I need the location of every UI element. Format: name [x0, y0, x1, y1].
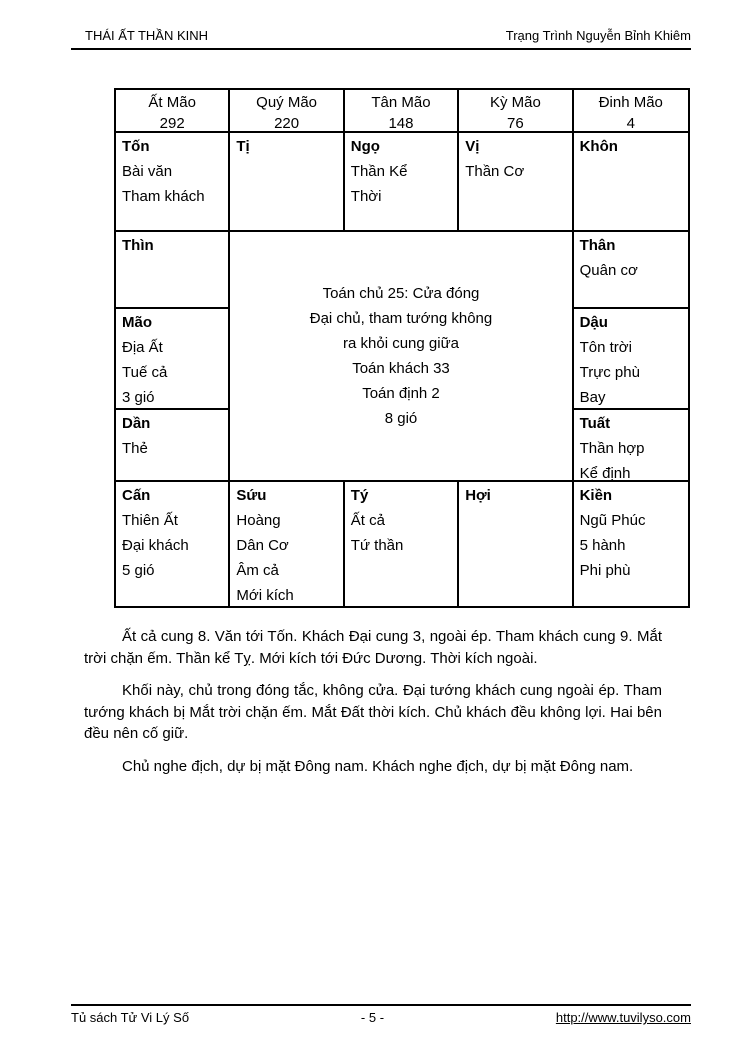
palace-line: Ngũ Phúc	[579, 512, 646, 529]
palace-cell-suu	[230, 482, 344, 606]
summary-line: ra khỏi cung giữa	[343, 335, 459, 352]
page-footer	[71, 1004, 691, 1025]
year-cell-ky-mao	[459, 90, 573, 133]
palace-title: Mão	[122, 314, 152, 331]
palace-title: Dậu	[579, 314, 608, 331]
palace-cell-thin	[116, 232, 230, 309]
palace-title: Khôn	[579, 138, 618, 155]
palace-title: Cấn	[122, 487, 151, 504]
palace-line: Kể định	[579, 465, 631, 482]
palace-cell-ngo	[345, 133, 459, 232]
summary-line: Đại chủ, tham tướng không	[309, 310, 493, 327]
footer-series-title: Tủ sách Tử Vi Lý Số	[71, 1010, 190, 1025]
palace-line: Hoàng	[236, 512, 281, 529]
palace-line: Quân cơ	[579, 262, 638, 279]
footer-url-link[interactable]: http://www.tuvilyso.com	[555, 1010, 691, 1025]
palace-title: Sứu	[236, 487, 267, 504]
body-text	[84, 626, 662, 788]
palace-cell-dan	[116, 410, 230, 482]
palace-title: Tý	[350, 487, 369, 504]
divination-table	[114, 88, 690, 608]
paragraph: Ất cả cung 8. Văn tới Tốn. Khách Đại cung 3, ngoài ép. Tham khách cung 9. Mắt trời chặn ếm. Thần kể Tỵ. Mới kích tới Đức Dương. Thời kích ngoài.	[84, 628, 662, 667]
year-name: Ất Mão	[148, 94, 196, 111]
year-name: Tân Mão	[371, 94, 431, 111]
palace-title: Thìn	[122, 237, 154, 254]
header-book-title: THÁI ẤT THẦN KINH	[85, 28, 209, 43]
year-cell-dinh-mao	[574, 90, 688, 133]
palace-line: Đại khách	[122, 537, 189, 554]
summary-line: Toán khách 33	[352, 360, 450, 377]
palace-cell-ty	[345, 482, 459, 606]
palace-cell-can	[116, 482, 230, 606]
palace-line: Thần Cơ	[465, 163, 525, 180]
palace-line: Tôn trời	[579, 339, 632, 356]
palace-line: Ất cả	[350, 512, 385, 529]
palace-line: 3 gió	[122, 389, 155, 406]
palace-line: Tứ thần	[350, 537, 404, 554]
summary-line: Toán định 2	[362, 385, 440, 402]
palace-cell-vi	[459, 133, 573, 232]
palace-line: Trực phù	[579, 364, 640, 381]
year-value: 76	[507, 115, 524, 132]
year-name: Quý Mão	[256, 94, 318, 111]
palace-title: Ngọ	[350, 138, 380, 155]
year-value: 220	[274, 115, 300, 132]
paragraph: Khối này, chủ trong đóng tắc, không cửa. Đại tướng khách cung ngoài ép. Tham tướng khách bị Mắt trời chặn ếm. Mắt Đất thời kích. Chủ khách đều không lợi. Hai bên đều nên cố giữ.	[84, 682, 662, 742]
year-cell-tan-mao	[345, 90, 459, 133]
palace-line: Thời	[350, 188, 382, 205]
palace-line: Tham khách	[122, 188, 205, 205]
year-value: 148	[388, 115, 414, 132]
palace-title: Kiền	[579, 487, 613, 504]
palace-line: Thần Kể	[350, 163, 408, 180]
palace-cell-hoi	[459, 482, 573, 606]
palace-title: Tị	[236, 138, 250, 155]
palace-line: 5 gió	[122, 562, 155, 579]
palace-line: Thiên Ất	[122, 512, 178, 529]
palace-cell-ti	[230, 133, 344, 232]
footer-page-number: - 5 -	[360, 1010, 385, 1025]
summary-line: 8 gió	[384, 410, 418, 427]
palace-line: Âm cả	[236, 562, 279, 579]
palace-line: Dân Cơ	[236, 537, 289, 554]
palace-title: Thân	[579, 237, 616, 254]
palace-line: Thẻ	[122, 440, 148, 457]
palace-title: Tuất	[579, 415, 611, 432]
palace-line: Phi phù	[579, 562, 631, 579]
year-cell-quy-mao	[230, 90, 344, 133]
year-value: 292	[159, 115, 185, 132]
palace-line: Bài văn	[122, 163, 173, 180]
year-name: Kỳ Mão	[489, 94, 541, 111]
palace-line: Mới kích	[236, 587, 294, 604]
palace-title: Dần	[122, 415, 151, 432]
palace-title: Hợi	[465, 487, 491, 504]
palace-cell-khon	[574, 133, 688, 232]
page-header	[71, 28, 691, 50]
palace-line: 5 hành	[579, 537, 626, 554]
year-cell-at-mao	[116, 90, 230, 133]
palace-title: Vị	[465, 138, 480, 155]
palace-cell-than	[574, 232, 688, 309]
palace-line: Tuế cả	[122, 364, 168, 381]
palace-cell-tuat	[574, 410, 688, 482]
palace-line: Địa Ất	[122, 339, 163, 356]
palace-title: Tốn	[122, 138, 150, 155]
paragraph: Chủ nghe địch, dự bị mặt Đông nam. Khách nghe địch, dự bị mặt Đông nam.	[122, 757, 634, 775]
year-value: 4	[626, 115, 635, 132]
year-name: Đinh Mão	[598, 94, 663, 111]
summary-line: Toán chủ 25: Cửa đóng	[322, 285, 480, 302]
palace-cell-dau	[574, 309, 688, 410]
center-summary-cell	[230, 232, 573, 482]
palace-cell-mao	[116, 309, 230, 410]
palace-line: Thần hợp	[579, 440, 645, 457]
palace-cell-ton	[116, 133, 230, 232]
palace-line: Bay	[579, 389, 606, 406]
palace-cell-kien	[574, 482, 688, 606]
header-author: Trạng Trình Nguyễn Bỉnh Khiêm	[505, 28, 691, 43]
